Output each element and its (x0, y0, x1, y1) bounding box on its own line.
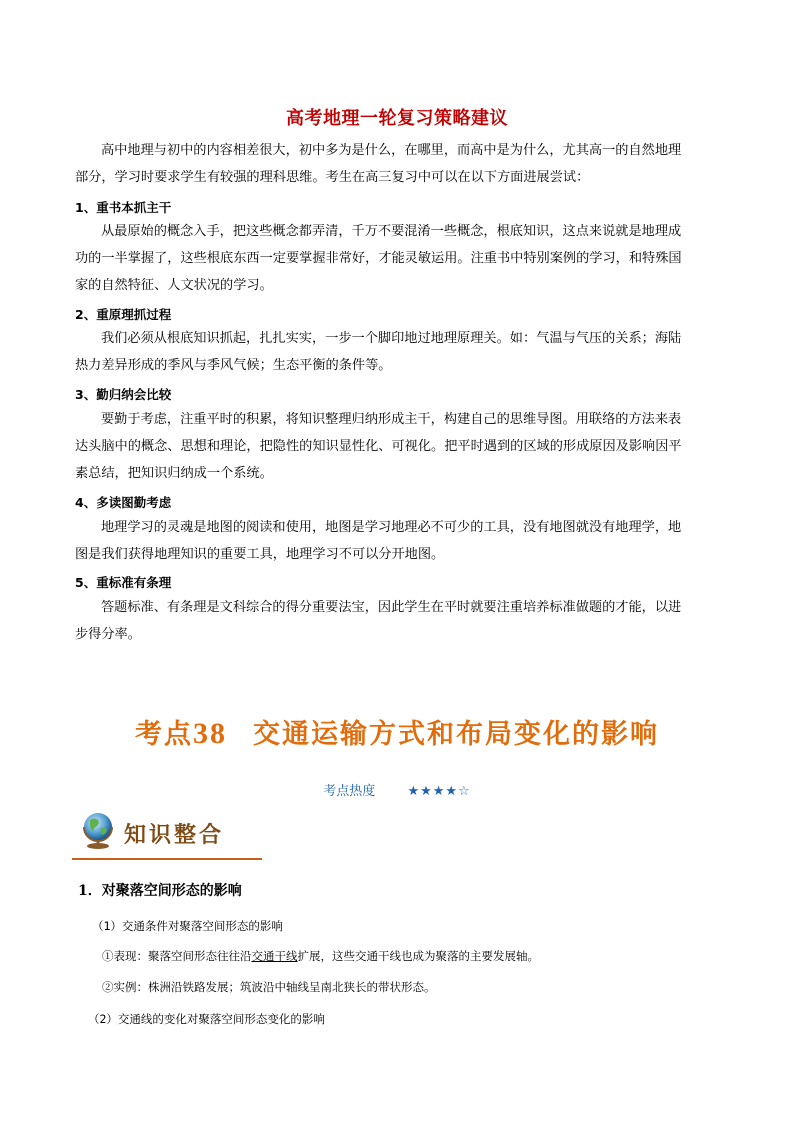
section-2-line-2: 热力差异形成的季风与季风气候；生态平衡的条件等。 (75, 358, 392, 373)
section-2-line-1: 我们必须从根底知识抓起，扎扎实实，一步一个脚印地过地理原理关。如：气温与气压的关系；海陆 (101, 331, 682, 346)
section-5-line-2: 步得分率。 (75, 627, 141, 642)
kaodian-topic: 交通运输方式和布局变化的影响 (253, 719, 659, 750)
section-heading-1: 1、重书本抓主干 (75, 200, 172, 215)
section-1-title: 1．对聚落空间形态的影响 (78, 883, 242, 899)
banner-text: 知识整合 (124, 822, 225, 848)
section-body-4 (75, 514, 717, 568)
kaodian-label: 考点 (135, 719, 193, 750)
heat-stars: ★★★★☆ (407, 784, 471, 799)
globe-icon (78, 810, 118, 850)
item-1 (102, 948, 539, 964)
section-body-2 (75, 325, 717, 379)
intro-paragraph (75, 137, 717, 191)
kaodian-number: 38 (193, 717, 227, 750)
intro-line-2: 部分，学习时要求学生有较强的理科思维。考生在高三复习中可以在以下方面进展尝试： (75, 170, 590, 185)
section-heading-5: 5、重标准有条理 (75, 575, 172, 590)
section-body-3 (75, 406, 717, 487)
heat-label: 考点热度 (323, 784, 376, 799)
section-heading-3: 3、勤归纳会比较 (75, 387, 172, 402)
section-4-line-2: 图是我们获得地理知识的重要工具，地理学习不可以分开地图。 (75, 547, 445, 562)
section-heading-4: 4、多读图勤考虑 (75, 495, 172, 510)
page-title: 高考地理一轮复习策略建议 (286, 108, 508, 129)
section-1-line-1: 从最原始的概念入手，把这些概念都弄清，千万不要混淆一些概念，根底知识，这点来说就是地理成 (101, 224, 682, 239)
item-1-underlined: 交通干线 (251, 949, 298, 963)
section-body-5 (75, 594, 717, 648)
item-1-pre: ①表现：聚落空间形态往往沿 (102, 949, 252, 963)
section-3-line-1: 要勤于考虑，注重平时的积累，将知识整理归纳形成主干，构建自己的思维导图。用联络的方法来表 (101, 412, 682, 427)
kaodian-title (0, 712, 794, 751)
banner-underline (72, 858, 262, 860)
intro-line-1: 高中地理与初中的内容相差很大，初中多为是什么，在哪里，而高中是为什么，尤其高一的自然地理 (101, 143, 682, 158)
section-3-line-3: 素总结，把知识归纳成一个系统。 (75, 466, 273, 481)
item-1-post: 扩展，这些交通干线也成为聚落的主要发展轴。 (297, 949, 539, 963)
section-4-line-1: 地理学习的灵魂是地图的阅读和使用，地图是学习地理必不可少的工具，没有地图就没有地理学，地 (101, 520, 682, 535)
section-heading-2: 2、重原理抓过程 (75, 307, 172, 322)
heat-rating (0, 780, 794, 799)
section-1-line-3: 家的自然特征、人文状况的学习。 (75, 278, 273, 293)
section-5-line-1: 答题标准、有条理是文科综合的得分重要法宝，因此学生在平时就要注重培养标准做题的才能，以进 (101, 600, 682, 615)
subsection-2: （2）交通线的变化对聚落空间形态变化的影响 (88, 1012, 325, 1026)
subsection-1: （1）交通条件对聚落空间形态的影响 (92, 919, 283, 933)
item-2: ②实例：株洲沿铁路发展；筑波沿中轴线呈南北狭长的带状形态。 (102, 980, 436, 994)
section-1-line-2: 功的一半掌握了，这些根底东西一定要掌握非常好，才能灵敏运用。注重书中特别案例的学习，和特殊国 (75, 251, 682, 266)
section-3-line-2: 达头脑中的概念、思想和理论，把隐性的知识显性化、可视化。把平时遇到的区域的形成原因及影响因平 (75, 439, 682, 454)
knowledge-banner (70, 808, 262, 862)
section-body-1 (75, 218, 717, 299)
